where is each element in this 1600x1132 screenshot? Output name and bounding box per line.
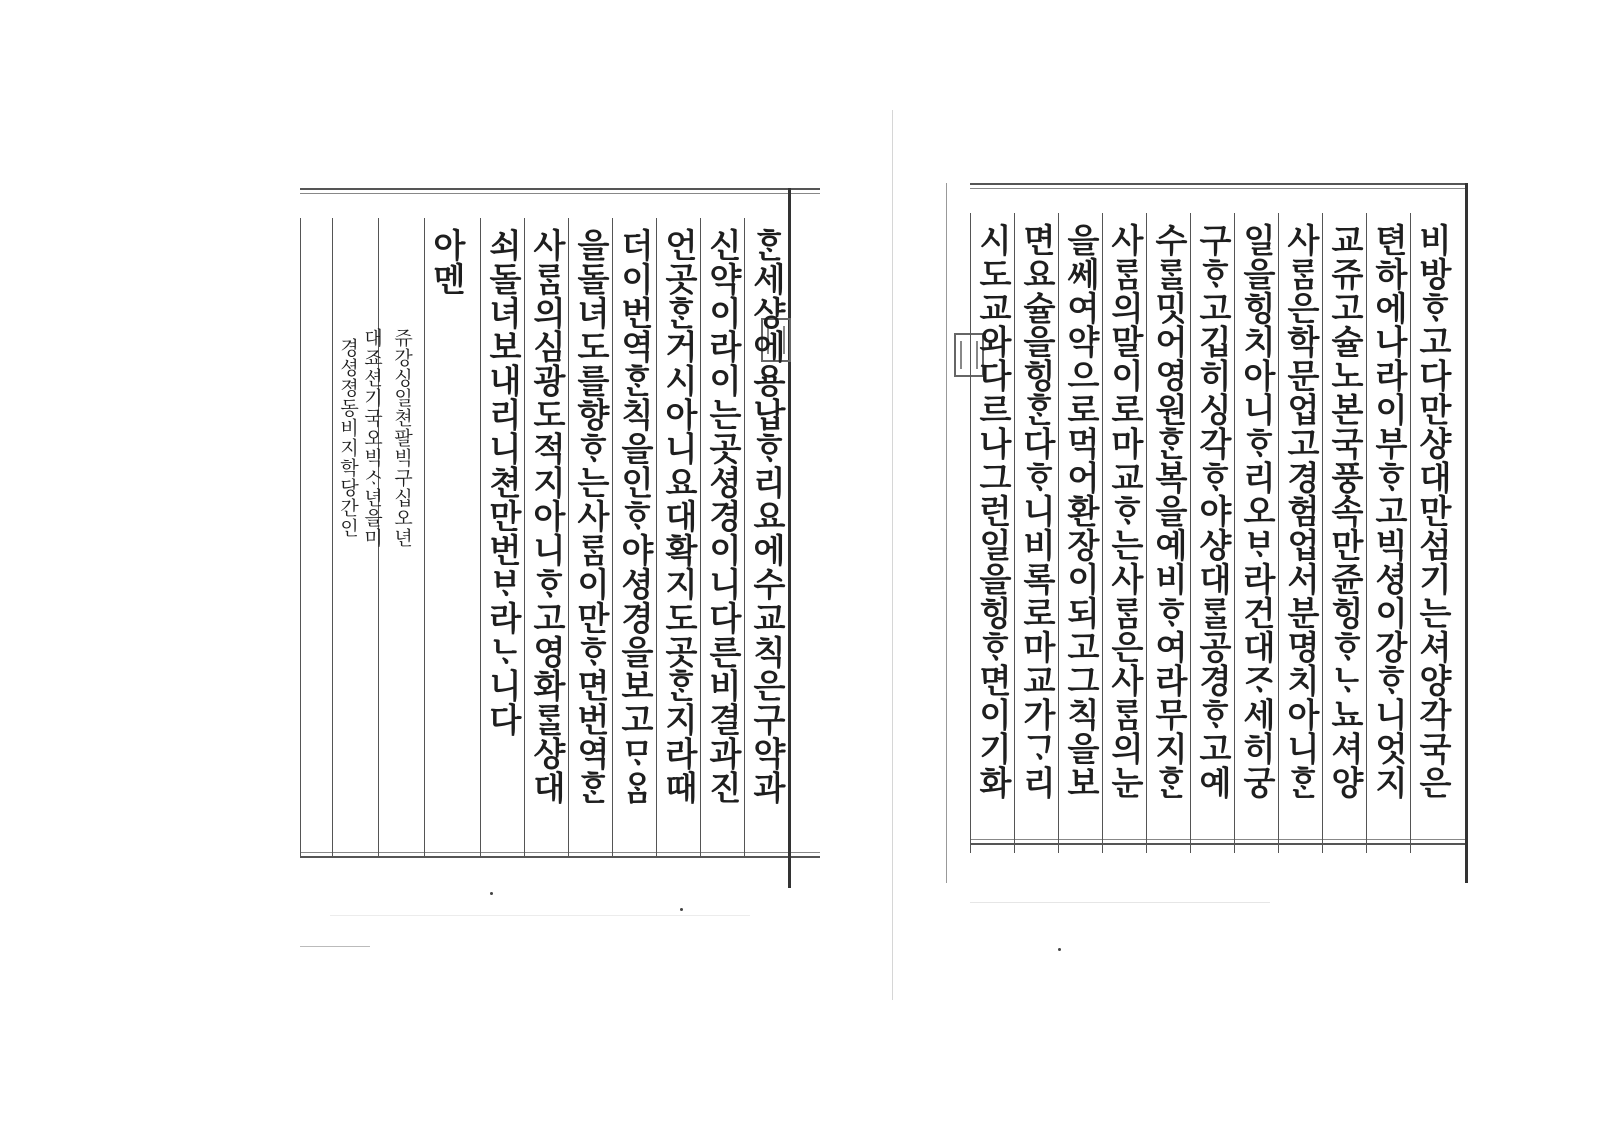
text-column-4: 사ᄅᆞᆷ은학문업고경험업서분명치아니ᄒᆞᆫ — [1278, 213, 1323, 853]
right-page — [970, 183, 1468, 883]
book-gutter — [892, 110, 893, 1000]
text-column-8: 사ᄅᆞᆷ의말이로마교ᄒᆞ는사ᄅᆞᆷ은사ᄅᆞᆷ의눈 — [1102, 213, 1147, 853]
text-column-7: 수ᄅᆞᆯ밋어영원ᄒᆞᆫ복을예비ᄒᆞ여라무지ᄒᆞᆫ — [1146, 213, 1191, 853]
top-rule-inner — [970, 188, 1468, 189]
ink-speck — [680, 908, 683, 911]
text-column-3: 교쥬고슐노본국풍속만쥰힝ᄒᆞᄂᆞ뇨셔양 — [1322, 213, 1367, 853]
text-column-6: 구ᄒᆞ고깁히싱각ᄒᆞ야샹대ᄅᆞᆯ공경ᄒᆞ고예 — [1190, 213, 1235, 853]
text-column-5: 일을힝치아니ᄒᆞ리오ᄇᆞ라건대ᄌᆞ세히궁 — [1234, 213, 1279, 853]
scan-mark — [300, 946, 370, 947]
text-column-4: 더이번역ᄒᆞᆫ칙을인ᄒᆞ야셩경을보고ᄆᆞᄋᆞᆷ — [612, 218, 657, 858]
ink-speck — [1058, 948, 1061, 951]
text-column-1: ᄒᆞᆫ세샹에용납ᄒᆞ리요에수교칙은구약과 — [744, 218, 789, 858]
text-column-5: 을돌녀도를향ᄒᆞ는사ᄅᆞᆷ이만ᄒᆞ면번역ᄒᆞᆫ — [568, 218, 613, 858]
colophon-column-1: 쥬강싱일쳔팔빅구십오년 — [378, 218, 425, 858]
ink-speck — [490, 892, 493, 895]
text-column-2: 신약이라이는곳셩경이니다른비결과진 — [700, 218, 745, 858]
text-column-3: 언곳ᄒᆞᆫ거시아니요대확지도곳ᄒᆞᆫ지라때 — [656, 218, 701, 858]
text-column-7: 쇠돌녀보내리니쳔만번ᄇᆞ라ᄂᆞ니다 — [480, 218, 525, 858]
page-edge — [1465, 183, 1468, 883]
amen-column: 아멘 — [424, 218, 469, 858]
scan-mark — [330, 915, 750, 916]
text-column-10: 면요슐을힝ᄒᆞᆫ다ᄒᆞ니비록로마교가ᄀᆞ리 — [1014, 213, 1059, 853]
text-column-11: 시도교와다르나그런일을힝ᄒᆞ면이기화 — [970, 213, 1015, 853]
left-page — [300, 188, 820, 888]
text-column-9: 을쎄여약으로먹어환장이되고그칙을보 — [1058, 213, 1103, 853]
text-column-6: 사ᄅᆞᆷ의심광도적지아니ᄒᆞ고영화ᄅᆞᆯ샹대 — [524, 218, 569, 858]
top-rule — [300, 188, 820, 190]
colophon-column-2: 대죠션기국오빅ᄉᆞ년을미 경셩졍동비지학당간인 — [332, 218, 379, 858]
text-column-2: 텬하에나라이부ᄒᆞ고빅셩이강ᄒᆞ니엇지 — [1366, 213, 1411, 853]
blank-column — [300, 218, 333, 858]
scan-mark — [970, 902, 1270, 903]
text-column-1: 비방ᄒᆞ고다만샹대만섬기는셔양각국은 — [1410, 213, 1455, 853]
top-rule — [970, 183, 1468, 185]
top-rule-inner — [300, 193, 820, 194]
page-inner-edge — [946, 183, 947, 883]
